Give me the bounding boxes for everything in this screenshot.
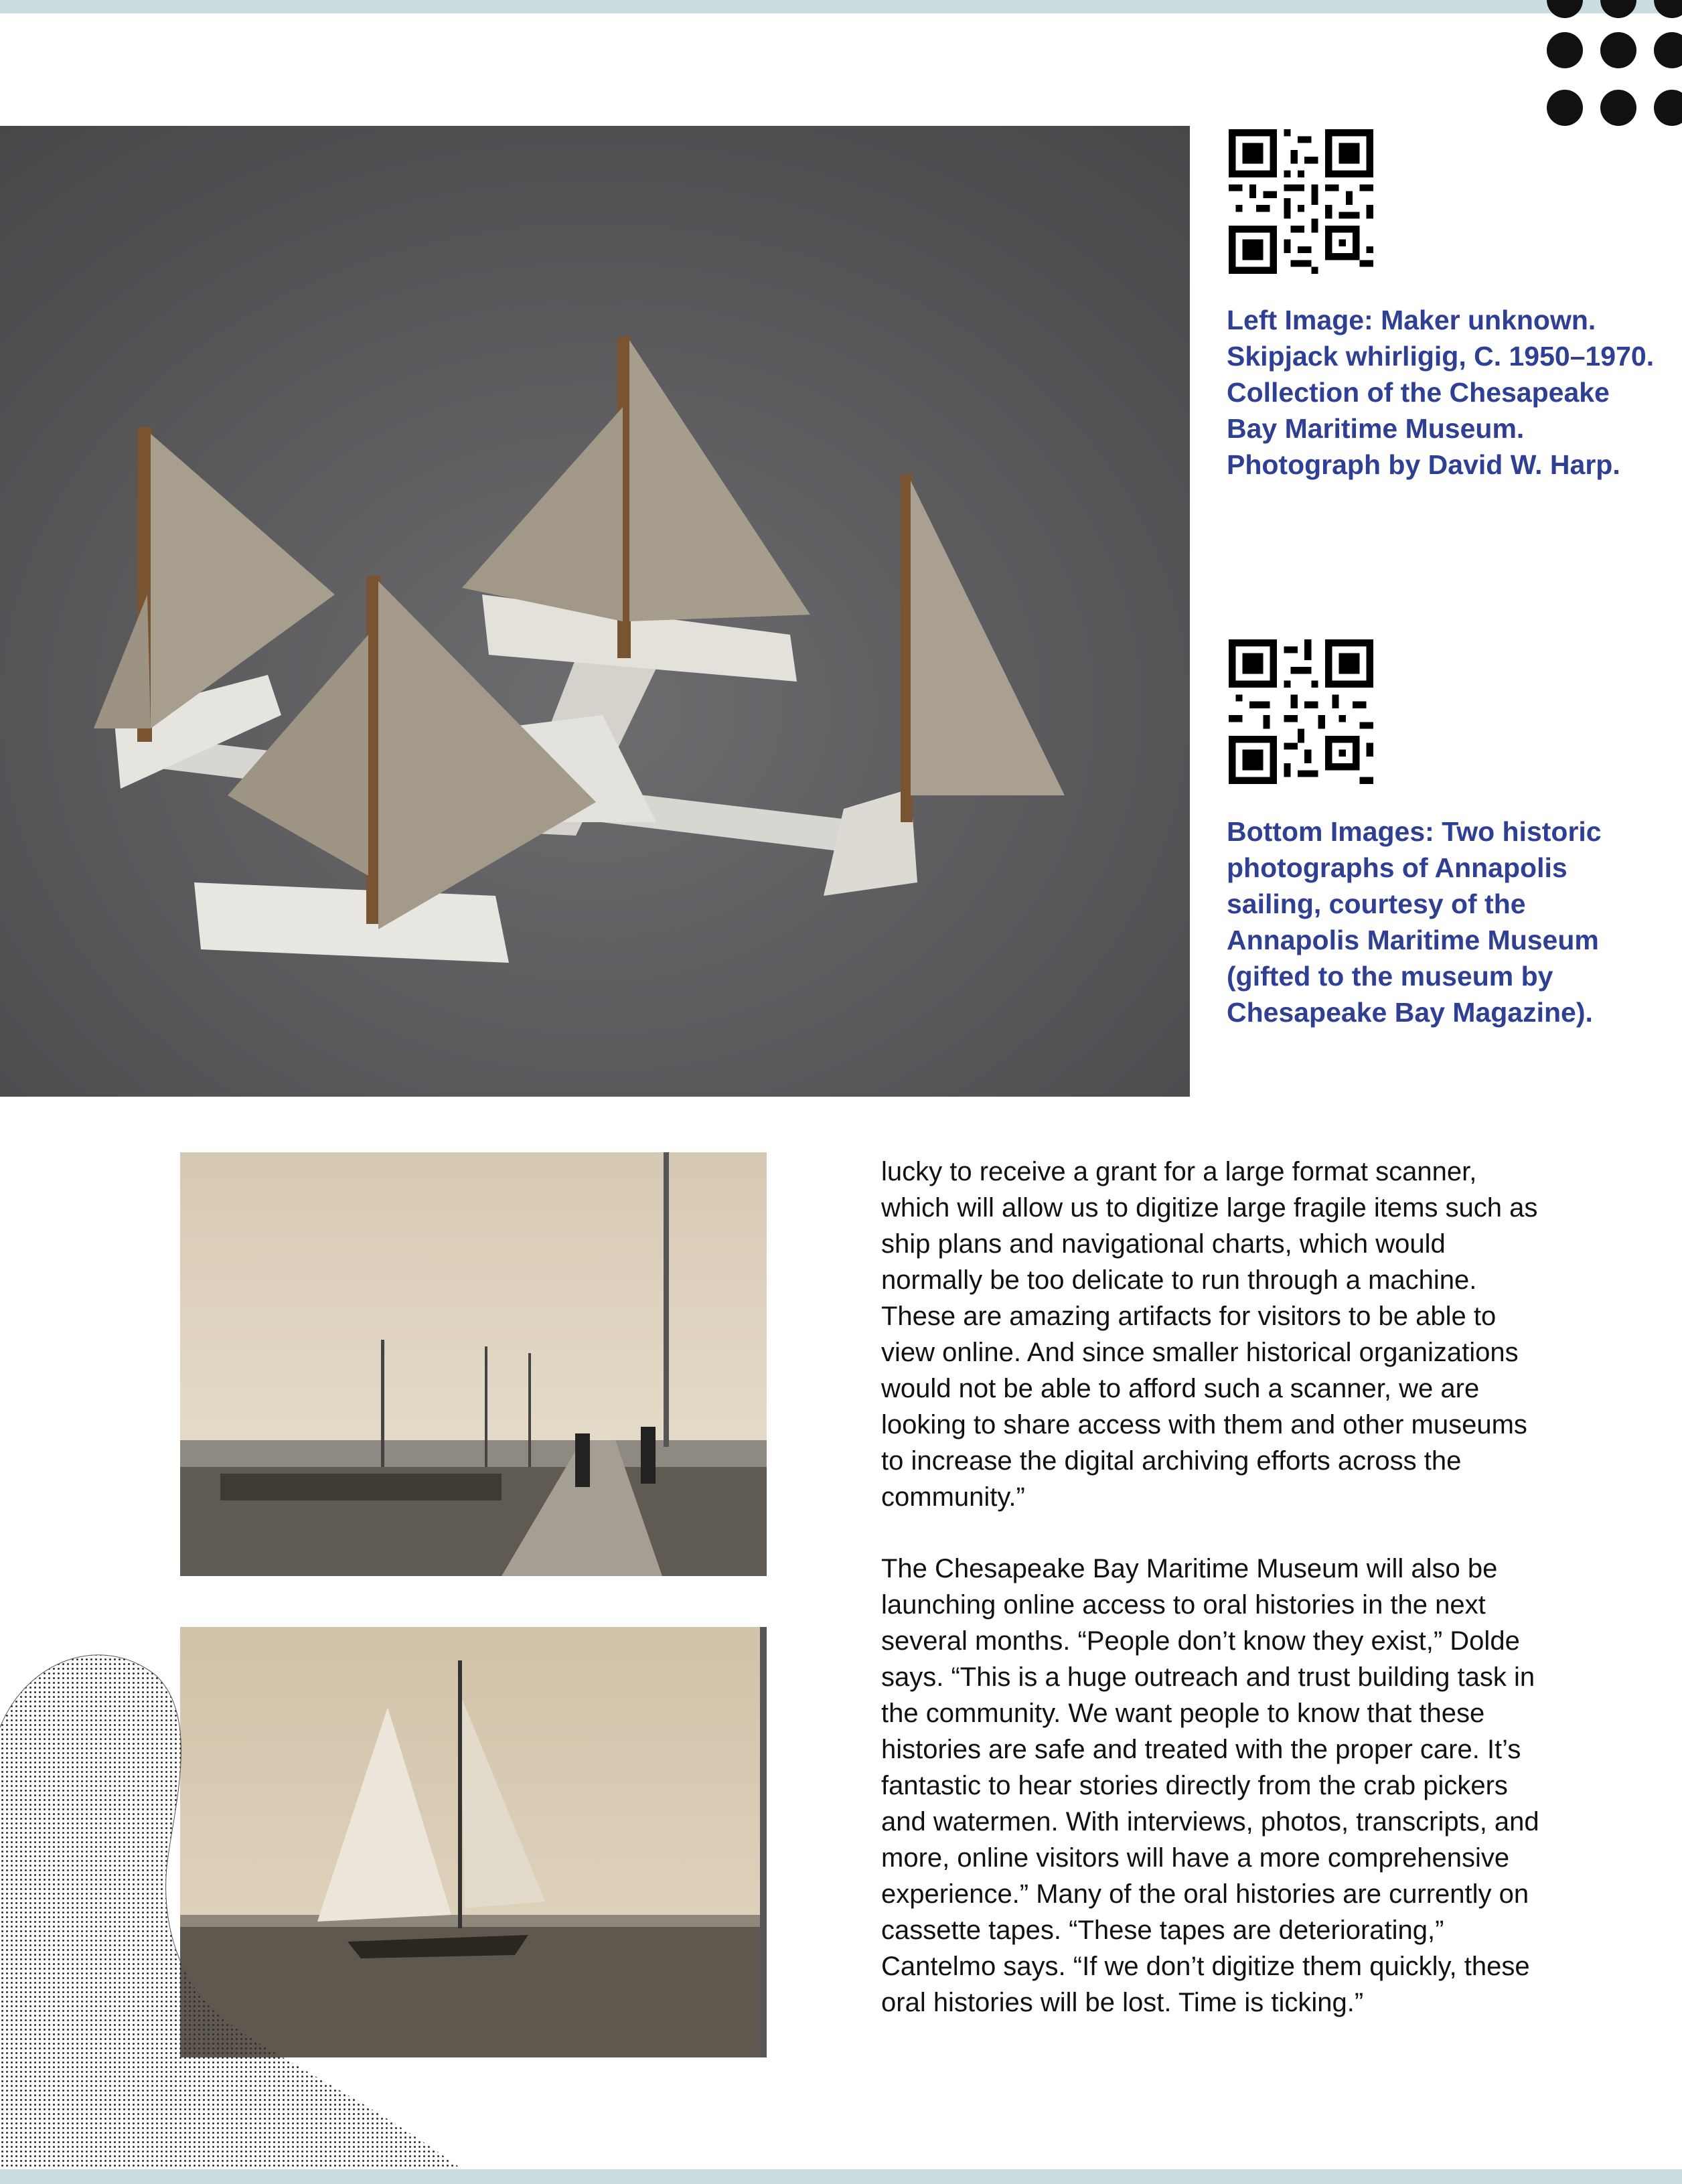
decorative-dotted-wave bbox=[0, 1634, 482, 2184]
article-paragraph-2: The Chesapeake Bay Maritime Museum will also be launching online access to oral histories in the next several months. “People don’t know they exist,” Dolde says. “This is a huge outreach and trust building task in the community. We want people to know that these histories are safe and treated with the proper care. It’s fantastic to hear stories directly from the crab pickers and watermen. With interviews, photos, transcripts, and more, online visitors will have a more comprehensive experience.” Many of the oral histories are currently on cassette tapes. “These tapes are deteriorating,” Cantelmo says. “If we don’t digitize them quickly, these oral histories will be lost. Time is ticking.” bbox=[881, 1554, 1539, 2017]
bottom-images-caption: Bottom Images: Two historic photographs of Annapolis sailing, courtesy of the Annapolis Maritime Museum (gifted to the museum by Chesapeake Bay Magazine). bbox=[1227, 816, 1602, 1028]
skipjack-whirligig-photo bbox=[0, 126, 1190, 1097]
top-decorative-band bbox=[0, 0, 1682, 13]
historic-pier-photo bbox=[180, 1152, 767, 1576]
bottom-decorative-band bbox=[0, 2169, 1682, 2184]
left-image-caption: Left Image: Maker unknown. Skipjack whirligig, C. 1950–1970. Collection of the Chesapeake Bay Maritime Museum. Photograph by David W. Harp. bbox=[1227, 305, 1655, 480]
article-paragraph-1: lucky to receive a grant for a large format scanner, which will allow us to digitize large fragile items such as ship plans and navigational charts, which would normally be too delicate to run through a machine. These are amazing artifacts for visitors to be able to view online. And since smaller historical organizations would not be able to afford such a scanner, we are looking to share access with them and other museums to increase the digital archiving efforts across the community.” bbox=[881, 1157, 1538, 1512]
qr-code-bottom-images[interactable] bbox=[1229, 639, 1373, 784]
qr-code-left-image[interactable] bbox=[1229, 129, 1373, 274]
